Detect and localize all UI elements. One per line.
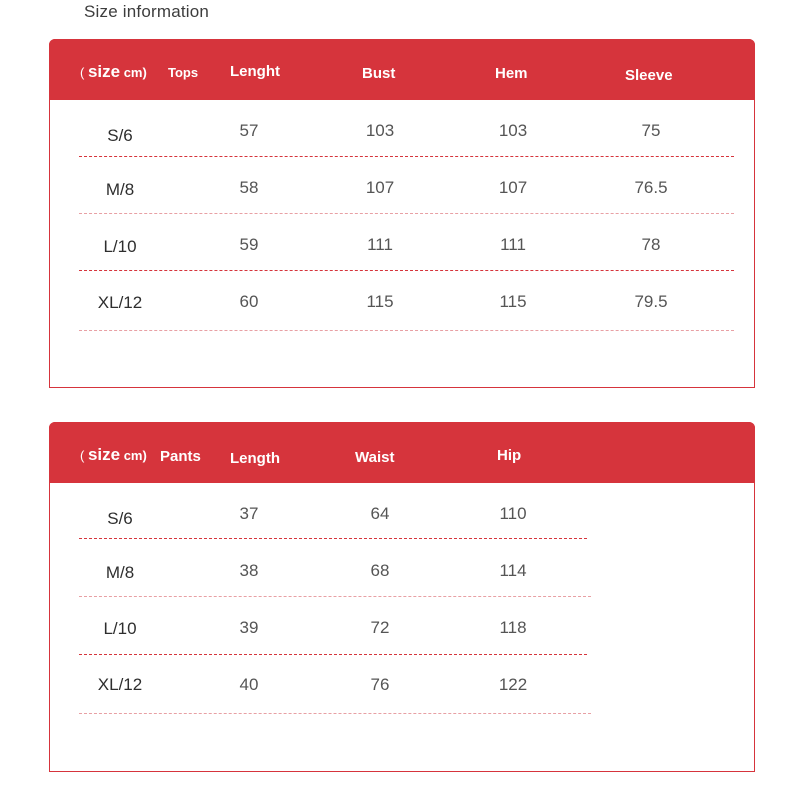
- pants-cell-hip: 114: [499, 561, 527, 580]
- tops-cell-length: 60: [239, 292, 259, 311]
- pants-row-size: L/10: [103, 619, 137, 638]
- tops-cell-length: 59: [239, 235, 259, 254]
- row-divider: [79, 654, 587, 655]
- tops-row-size: S/6: [107, 126, 133, 145]
- pants-col-waist: Waist: [355, 449, 395, 466]
- row-divider: [79, 538, 587, 539]
- tops-cell-sleeve: 79.5: [634, 292, 668, 311]
- tops-cell-sleeve: 76.5: [634, 178, 668, 197]
- pants-category-label: Pants: [160, 448, 201, 465]
- pants-size-unit-label: ( size cm): [80, 445, 147, 464]
- pants-col-length: Length: [230, 450, 280, 467]
- pants-col-hip: Hip: [497, 447, 522, 464]
- tops-cell-length: 57: [239, 121, 259, 140]
- tops-cell-hem: 107: [498, 178, 528, 197]
- tops-col-sleeve: Sleeve: [625, 67, 673, 84]
- pants-cell-waist: 76: [370, 675, 390, 694]
- tops-size-table: [49, 39, 755, 388]
- row-divider: [79, 330, 734, 331]
- tops-cell-bust: 115: [366, 292, 394, 311]
- tops-cell-sleeve: 75: [641, 121, 661, 140]
- tops-category-label: Tops: [168, 65, 199, 80]
- row-divider: [79, 713, 591, 714]
- pants-size-table: [49, 422, 755, 772]
- pants-table-header: [49, 422, 755, 483]
- tops-col-hem: Hem: [495, 65, 528, 82]
- tops-cell-hem: 103: [498, 121, 528, 140]
- row-divider: [79, 596, 591, 597]
- row-divider: [79, 270, 734, 271]
- pants-cell-length: 40: [239, 675, 259, 694]
- tops-row-size: M/8: [105, 180, 135, 199]
- pants-cell-length: 37: [239, 504, 259, 523]
- pants-cell-waist: 72: [370, 618, 390, 637]
- pants-cell-hip: 122: [498, 675, 528, 694]
- tops-cell-sleeve: 78: [641, 235, 661, 254]
- tops-cell-bust: 111: [367, 235, 393, 254]
- pants-cell-waist: 68: [370, 561, 390, 580]
- tops-cell-hem: 115: [499, 292, 527, 311]
- tops-size-unit-label: ( size cm): [80, 62, 147, 81]
- tops-col-length: Lenght: [230, 63, 280, 80]
- pants-row-size: XL/12: [97, 675, 143, 694]
- pants-cell-waist: 64: [370, 504, 390, 523]
- tops-row-size: L/10: [103, 237, 137, 256]
- pants-cell-length: 39: [239, 618, 259, 637]
- row-divider: [79, 213, 734, 214]
- pants-cell-hip: 110: [499, 504, 527, 523]
- tops-cell-bust: 107: [365, 178, 395, 197]
- pants-row-size: S/6: [107, 509, 133, 528]
- tops-cell-hem: 111: [500, 235, 526, 254]
- tops-table-header: [49, 39, 755, 100]
- page-title: Size information: [84, 2, 210, 21]
- tops-col-bust: Bust: [362, 65, 396, 82]
- pants-row-size: M/8: [105, 563, 135, 582]
- tops-cell-bust: 103: [365, 121, 395, 140]
- row-divider: [79, 156, 734, 157]
- pants-cell-length: 38: [239, 561, 259, 580]
- tops-row-size: XL/12: [97, 293, 143, 312]
- pants-cell-hip: 118: [499, 618, 527, 637]
- tops-cell-length: 58: [239, 178, 259, 197]
